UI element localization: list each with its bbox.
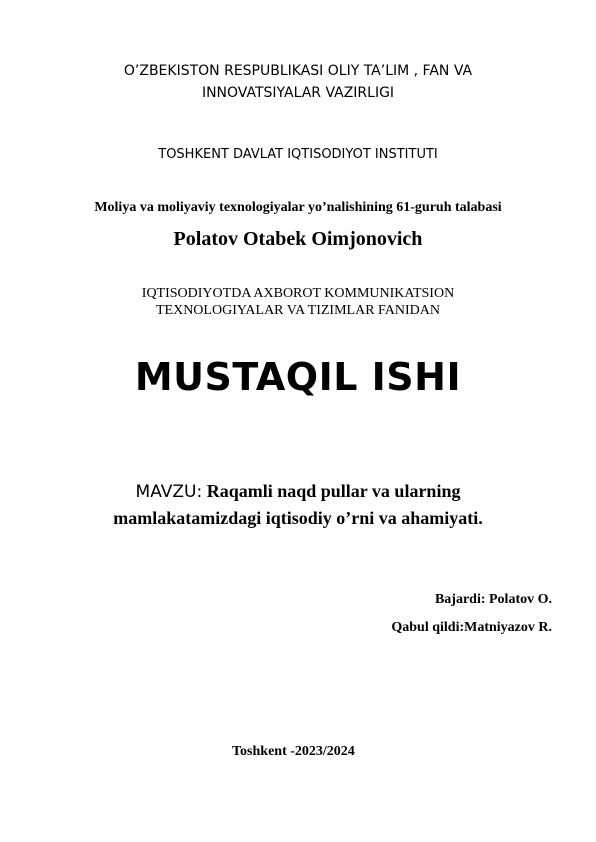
topic-line-1 [0, 478, 596, 505]
topic [0, 478, 596, 531]
topic-line-2: mamlakatamizdagi iqtisodiy o’rni va ahamiyati. [113, 508, 483, 528]
city-year: Toshkent -2023/2024 [232, 744, 355, 759]
subject-line-1: IQTISODIYOTDA AXBOROT KOMMUNIKATSION [141, 286, 455, 301]
student-name: Polatov Otabek Oimjonovich [173, 228, 423, 250]
ministry-name [0, 60, 596, 104]
done-by: Bajardi: Polatov O. [434, 592, 552, 607]
topic-label: MAVZU: [135, 482, 203, 502]
subject-name [0, 285, 596, 319]
ministry-line-1: O’ZBEKISTON RESPUBLIKASI OLIY TA’LIM , FAN VA [123, 63, 473, 79]
institute-name: TOSHKENT DAVLAT IQTISODIYOT INSTITUTI [158, 147, 438, 162]
document-title: MUSTAQIL ISHI [134, 355, 462, 399]
student-description: Moliya va moliyaviy texnologiyalar yo’nalishining 61-guruh talabasi [94, 200, 502, 215]
accepted-by: Qabul qildi:Matniyazov R. [391, 620, 552, 635]
ministry-line-2: INNOVATSIYALAR VAZIRLIGI [201, 85, 395, 101]
topic-text-1: Raqamli naqd pullar va ularning [202, 481, 461, 501]
subject-line-2: TEXNOLOGIYALAR VA TIZIMLAR FANIDAN [155, 303, 440, 318]
